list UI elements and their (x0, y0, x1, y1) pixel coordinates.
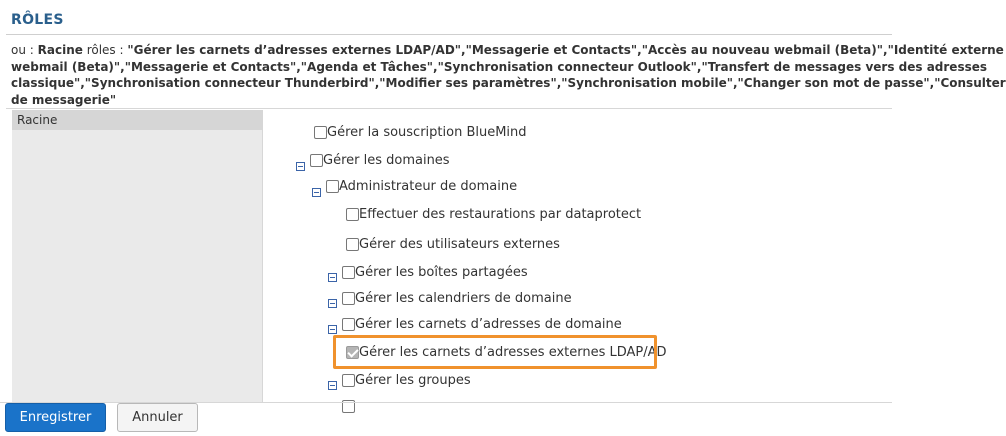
save-button[interactable]: Enregistrer (5, 403, 106, 432)
role-item-restaurations-dataprotect[interactable] (346, 205, 641, 223)
checkbox[interactable] (310, 154, 323, 167)
role-item-boites-partagees[interactable] (342, 263, 528, 281)
highlight-box (333, 335, 657, 369)
collapse-icon[interactable] (312, 188, 321, 197)
role-label: Effectuer des restaurations par dataprotect (359, 206, 642, 222)
roles-summary (11, 42, 1006, 108)
checkbox[interactable] (326, 180, 339, 193)
org-unit-tree (12, 110, 263, 402)
checkbox[interactable] (342, 318, 355, 331)
role-item-calendriers-domaine[interactable] (342, 289, 572, 307)
summary-roles-text-1: "Gérer les carnets d’adresses externes LDAP/AD","Messagerie et Contacts","Accès au nouveau webmail (Beta)","Identité externe (127, 43, 1004, 57)
role-item-partial (342, 397, 355, 415)
role-label: Gérer les domaines (323, 152, 450, 168)
role-item-groupes[interactable] (342, 371, 471, 389)
body-divider (6, 108, 892, 109)
role-item-carnets-domaine[interactable] (342, 315, 622, 333)
summary-group: Racine (37, 43, 83, 57)
cancel-button[interactable]: Annuler (117, 403, 198, 432)
checkbox[interactable] (346, 208, 359, 221)
role-label: Gérer les groupes (355, 372, 471, 388)
role-item-administrateur-domaine[interactable] (326, 177, 517, 195)
expand-icon[interactable] (328, 273, 337, 282)
summary-line-3 (11, 75, 1006, 92)
collapse-icon[interactable] (296, 162, 305, 171)
checkbox[interactable] (342, 266, 355, 279)
role-item-utilisateurs-externes[interactable] (346, 235, 560, 253)
summary-prefix: ou : (11, 43, 38, 57)
checkbox[interactable] (346, 238, 359, 251)
checkbox[interactable] (342, 292, 355, 305)
checkbox[interactable] (314, 126, 327, 139)
role-label: Gérer les boîtes partagées (355, 264, 528, 280)
roles-section-title: RÔLES (11, 12, 64, 28)
summary-roles-label: rôles : (82, 43, 128, 57)
summary-line-4 (11, 92, 892, 109)
role-label: Gérer les calendriers de domaine (355, 290, 572, 306)
summary-roles-text-4: de messagerie" (11, 92, 117, 107)
expand-icon[interactable] (328, 325, 337, 334)
summary-line-2 (11, 59, 988, 76)
role-label: Gérer les carnets d’adresses externes LDAP/AD (359, 344, 667, 360)
summary-roles-text-2: webmail (Beta)","Messagerie et Contacts","Agenda et Tâches","Synchronisation connecteur Outlook","Transfert de messages vers des adresses (11, 59, 988, 74)
role-item-gerer-souscription[interactable] (314, 123, 527, 141)
checkbox[interactable] (342, 374, 355, 387)
role-item-gerer-domaines[interactable] (310, 151, 450, 169)
expand-icon[interactable] (328, 299, 337, 308)
summary-line-1 (11, 42, 1004, 59)
role-label: Gérer les carnets d’adresses de domaine (355, 316, 622, 332)
role-label: Gérer des utilisateurs externes (359, 236, 560, 252)
role-label: Gérer la souscription BlueMind (327, 124, 527, 140)
summary-roles-text-3: classique","Synchronisation connecteur Thunderbird","Modifier ses paramètres","Synchronisation mobile","Changer son mot de passe","Consulter (11, 76, 1006, 90)
title-divider (6, 34, 892, 35)
expand-icon[interactable] (328, 381, 337, 390)
role-label: Administrateur de domaine (339, 178, 518, 194)
tree-item-racine[interactable]: Racine (12, 110, 263, 130)
